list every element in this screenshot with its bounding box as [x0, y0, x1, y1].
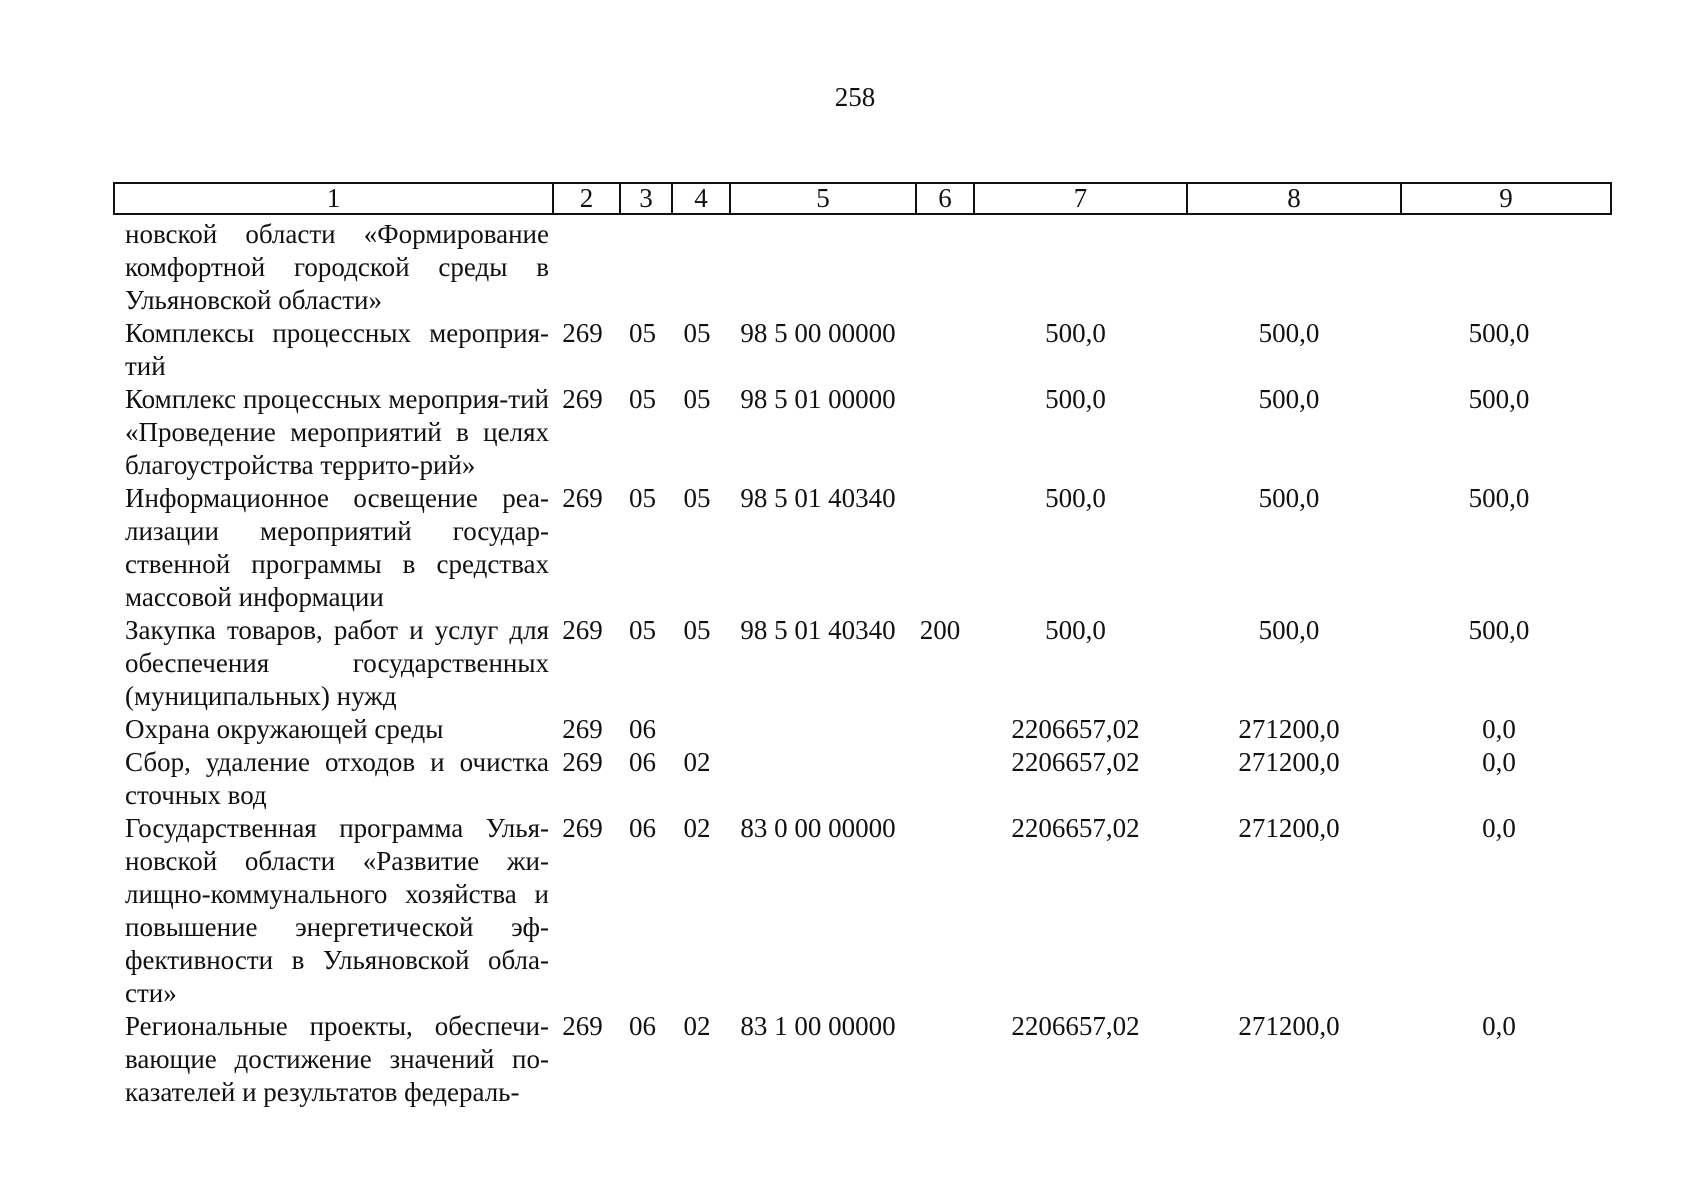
cell-col-9: 0,0 — [1482, 747, 1516, 777]
cell-col-9: 0,0 — [1482, 1011, 1516, 1041]
row-name: Сбор, удаление отходов и очистка сточных вод — [125, 747, 549, 810]
table-row — [113, 482, 1613, 614]
cell-col-4: 02 — [683, 747, 711, 777]
cell-col-5: 83 0 00 00000 — [740, 813, 896, 843]
table-row — [113, 713, 1613, 746]
cell-col-2: 269 — [562, 384, 603, 414]
cell-col-7: 500,0 — [1045, 318, 1106, 348]
table-row — [113, 1010, 1613, 1109]
column-header-4: 4 — [673, 184, 731, 213]
cell-col-9: 500,0 — [1468, 384, 1530, 414]
cell-col-2: 269 — [562, 483, 603, 513]
column-header-3: 3 — [621, 184, 673, 213]
cell-col-7: 500,0 — [1045, 384, 1106, 414]
cell-col-8: 271200,0 — [1238, 1011, 1340, 1041]
cell-col-4: 05 — [683, 318, 711, 348]
column-header-row — [113, 182, 1612, 215]
table-row — [113, 746, 1613, 812]
column-header-7: 7 — [975, 184, 1188, 213]
cell-col-3: 06 — [629, 714, 656, 744]
cell-col-7: 500,0 — [1045, 615, 1106, 645]
cell-col-7: 500,0 — [1045, 483, 1106, 513]
cell-col-8: 500,0 — [1258, 318, 1320, 348]
cell-col-8: 271200,0 — [1238, 813, 1340, 843]
cell-col-4: 05 — [683, 615, 711, 645]
row-name: Региональные проекты, обеспечи-вающие достижение значений по-казателей и результатов федераль- — [125, 1011, 549, 1107]
cell-col-3: 05 — [629, 318, 656, 348]
cell-col-3: 05 — [629, 615, 656, 645]
table-row — [113, 317, 1613, 383]
column-header-5: 5 — [731, 184, 917, 213]
column-header-6: 6 — [917, 184, 975, 213]
cell-col-7: 2206657,02 — [1011, 747, 1140, 777]
cell-col-9: 500,0 — [1468, 318, 1530, 348]
cell-col-8: 500,0 — [1258, 615, 1320, 645]
cell-col-5: 83 1 00 00000 — [740, 1011, 896, 1041]
cell-col-3: 06 — [629, 747, 656, 777]
cell-col-4: 05 — [683, 483, 711, 513]
table-row — [113, 218, 1613, 317]
page-number: 258 — [834, 82, 876, 112]
cell-col-5: 98 5 00 00000 — [740, 318, 896, 348]
column-header-9: 9 — [1499, 183, 1513, 213]
row-name: Информационное освещение реа-лизации мероприятий государ-ственной программы в средствах массовой информации — [125, 483, 549, 612]
cell-col-7: 2206657,02 — [1011, 714, 1140, 744]
cell-col-9: 0,0 — [1482, 813, 1516, 843]
cell-col-2: 269 — [562, 318, 603, 348]
cell-col-2: 269 — [562, 1011, 603, 1041]
cell-col-8: 500,0 — [1258, 384, 1320, 414]
cell-col-9: 500,0 — [1468, 615, 1530, 645]
cell-col-3: 06 — [629, 813, 656, 843]
cell-col-3: 05 — [629, 483, 656, 513]
cell-col-7: 2206657,02 — [1011, 1011, 1140, 1041]
cell-col-6: 200 — [919, 615, 961, 645]
row-name: Государственная программа Улья-новской области «Развитие жи-лищно-коммунального хозяйства и повышение энергетической эф-фективности в Ульяновской обла-сти» — [125, 813, 549, 1008]
cell-col-5: 98 5 01 40340 — [740, 483, 896, 513]
cell-col-2: 269 — [562, 813, 603, 843]
row-name: Комплекс процессных мероприя-тий «Проведение мероприятий в целях благоустройства террито-рий» — [125, 384, 549, 480]
cell-col-2: 269 — [562, 615, 603, 645]
column-header-1: 1 — [115, 184, 554, 213]
table-row — [113, 812, 1613, 1010]
column-header-2: 2 — [554, 184, 621, 213]
cell-col-4: 02 — [683, 1011, 711, 1041]
row-name: Комплексы процессных мероприя-тий — [125, 318, 549, 381]
cell-col-8: 271200,0 — [1238, 714, 1340, 744]
row-name: Охрана окружающей среды — [125, 714, 444, 744]
row-name: новской области «Формирование комфортной городской среды в Ульяновской области» — [125, 219, 549, 315]
cell-col-9: 0,0 — [1482, 714, 1516, 744]
row-name: Закупка товаров, работ и услуг для обеспечения государственных (муниципальных) нужд — [125, 615, 549, 711]
column-header-8: 8 — [1188, 184, 1402, 213]
cell-col-3: 05 — [629, 384, 656, 414]
cell-col-5: 98 5 01 40340 — [740, 615, 896, 645]
cell-col-8: 500,0 — [1258, 483, 1320, 513]
table-row — [113, 614, 1613, 713]
cell-col-4: 05 — [683, 384, 711, 414]
cell-col-3: 06 — [629, 1011, 656, 1041]
table-row — [113, 383, 1613, 482]
cell-col-2: 269 — [562, 714, 603, 744]
table-body — [113, 218, 1613, 1109]
cell-col-5: 98 5 01 00000 — [740, 384, 896, 414]
cell-col-7: 2206657,02 — [1011, 813, 1140, 843]
cell-col-2: 269 — [562, 747, 603, 777]
cell-col-4: 02 — [683, 813, 711, 843]
cell-col-9: 500,0 — [1468, 483, 1530, 513]
cell-col-8: 271200,0 — [1238, 747, 1340, 777]
